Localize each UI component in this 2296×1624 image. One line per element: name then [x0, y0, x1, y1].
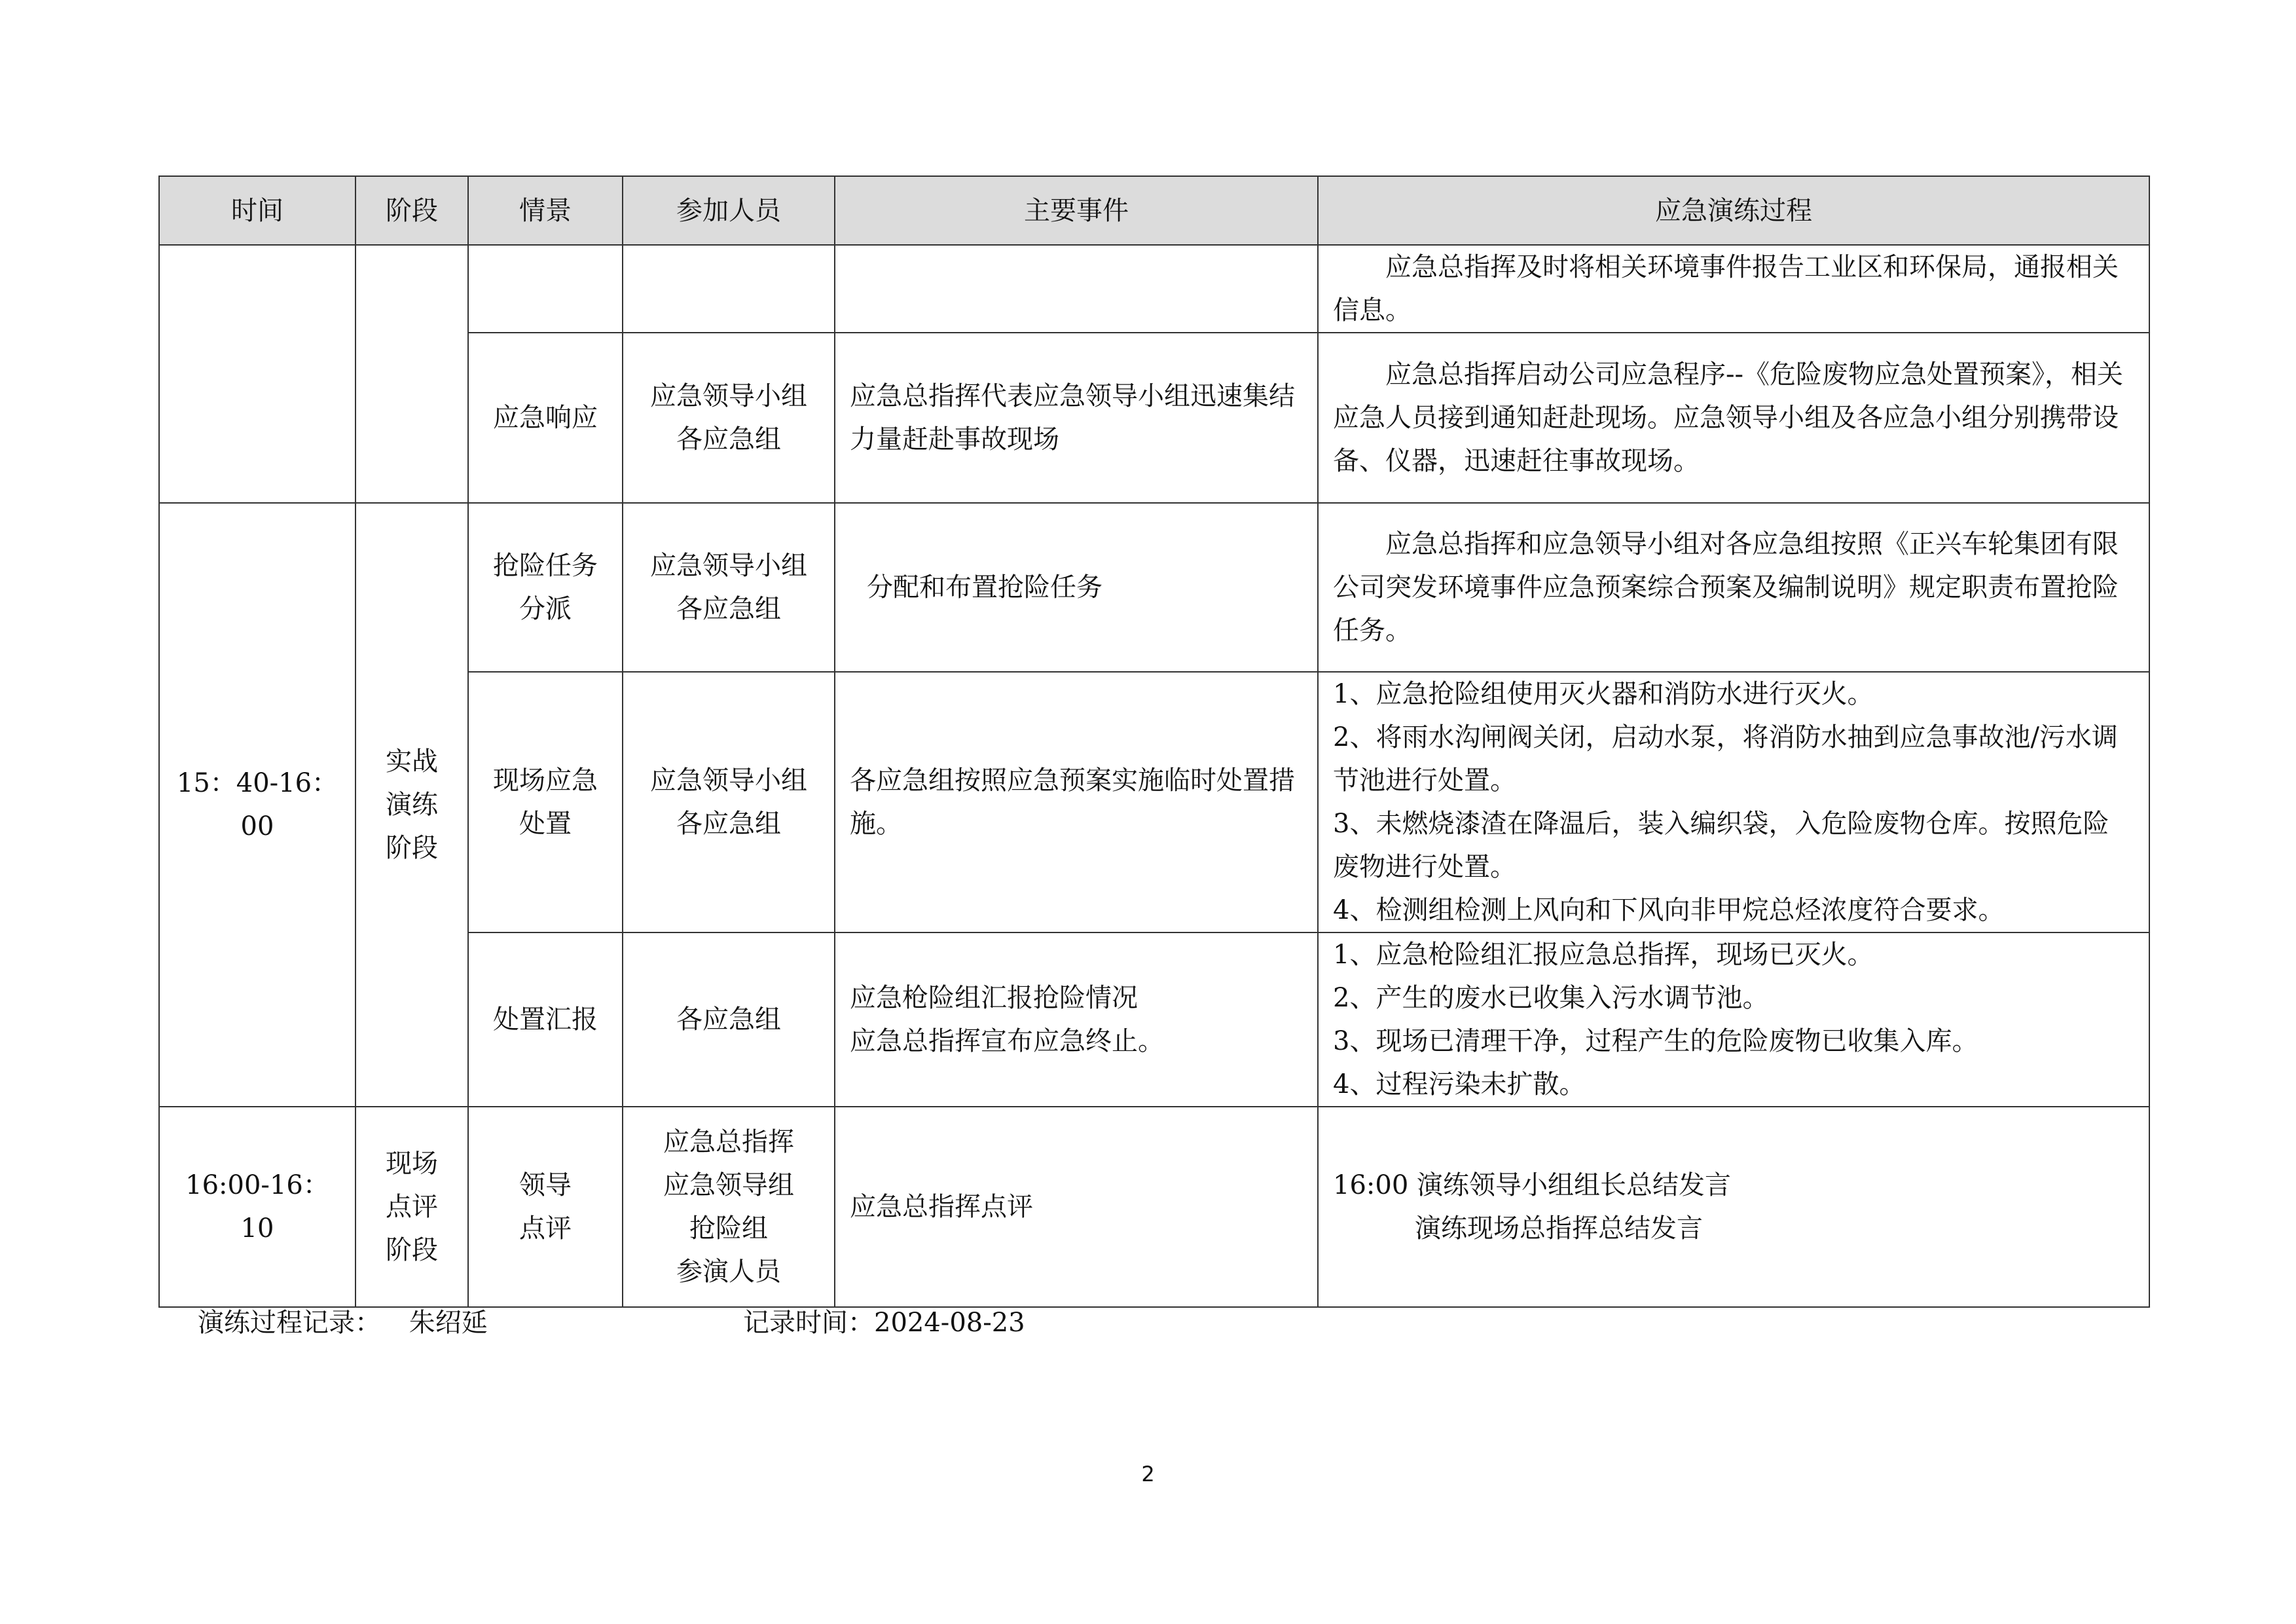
- scene-cell: 抢险任务 分派: [468, 503, 623, 672]
- people-cell: 各应急组: [623, 932, 835, 1107]
- process-cell: 应急总指挥和应急领导小组对各应急组按照《正兴车轮集团有限公司突发环境事件应急预案综合预案及编制说明》规定职责布置抢险任务。: [1318, 503, 2149, 672]
- process-cell: 16:00 演练领导小组组长总结发言 演练现场总指挥总结发言: [1318, 1107, 2149, 1307]
- time-cell: 15：40-16：00: [159, 503, 355, 1107]
- people-cell: 应急领导小组 各应急组: [623, 672, 835, 932]
- table-row: [159, 1107, 2149, 1307]
- record-time-label: 记录时间：: [743, 1308, 874, 1338]
- drill-record-table: [158, 175, 2150, 1308]
- scene-cell-empty: [468, 245, 623, 333]
- process-cell: 应急总指挥启动公司应急程序--《危险废物应急处置预案》，相关应急人员接到通知赶赴现场。应急领导小组及各应急小组分别携带设备、仪器，迅速赶往事故现场。: [1318, 333, 2149, 503]
- stage-cell-empty: [355, 245, 468, 503]
- process-cell: 1、应急抢险组使用灭火器和消防水进行灭火。 2、将雨水沟闸阀关闭，启动水泵，将消防水抽到应急事故池/污水调节池进行处置。 3、未燃烧漆渣在降温后，装入编织袋，入危险废物仓库。按照危险废物进行处置。 4、检测组检测上风向和下风向非甲烷总烃浓度符合要求。: [1318, 672, 2149, 932]
- header-stage: 阶段: [355, 176, 468, 245]
- event-cell: 应急枪险组汇报抢险情况 应急总指挥宣布应急终止。: [835, 932, 1318, 1107]
- header-time: 时间: [159, 176, 355, 245]
- event-cell: 各应急组按照应急预案实施临时处置措施。: [835, 672, 1318, 932]
- stage-cell: 现场 点评 阶段: [355, 1107, 468, 1307]
- event-cell: 应急总指挥点评: [835, 1107, 1318, 1307]
- process-cell: 应急总指挥及时将相关环境事件报告工业区和环保局，通报相关信息。: [1318, 245, 2149, 333]
- page-number: 2: [1141, 1462, 1155, 1486]
- scene-cell: 应急响应: [468, 333, 623, 503]
- recorder-name: 朱绍延: [409, 1308, 488, 1338]
- header-process: 应急演练过程: [1318, 176, 2149, 245]
- header-event: 主要事件: [835, 176, 1318, 245]
- event-cell: 应急总指挥代表应急领导小组迅速集结力量赶赴事故现场: [835, 333, 1318, 503]
- people-cell: 应急领导小组 各应急组: [623, 333, 835, 503]
- recorder-label: 演练过程记录：: [198, 1308, 381, 1338]
- stage-cell: 实战 演练 阶段: [355, 503, 468, 1107]
- recorder-line: [198, 1302, 488, 1339]
- header-people: 参加人员: [623, 176, 835, 245]
- time-cell: 16:00-16：10: [159, 1107, 355, 1307]
- time-cell-empty: [159, 245, 355, 503]
- record-time-line: [743, 1302, 1025, 1339]
- record-time-value: 2024-08-23: [874, 1308, 1025, 1338]
- scene-cell: 处置汇报: [468, 932, 623, 1107]
- header-scene: 情景: [468, 176, 623, 245]
- people-cell-empty: [623, 245, 835, 333]
- event-cell: 分配和布置抢险任务: [835, 503, 1318, 672]
- event-cell-empty: [835, 245, 1318, 333]
- scene-cell: 现场应急 处置: [468, 672, 623, 932]
- table-row: [159, 503, 2149, 672]
- scene-cell: 领导 点评: [468, 1107, 623, 1307]
- people-cell: 应急领导小组 各应急组: [623, 503, 835, 672]
- people-cell: 应急总指挥 应急领导组 抢险组 参演人员: [623, 1107, 835, 1307]
- process-cell: 1、应急枪险组汇报应急总指挥，现场已灭火。 2、产生的废水已收集入污水调节池。 3、现场已清理干净，过程产生的危险废物已收集入库。 4、过程污染未扩散。: [1318, 932, 2149, 1107]
- table-row: [159, 245, 2149, 333]
- table-header-row: [159, 176, 2149, 245]
